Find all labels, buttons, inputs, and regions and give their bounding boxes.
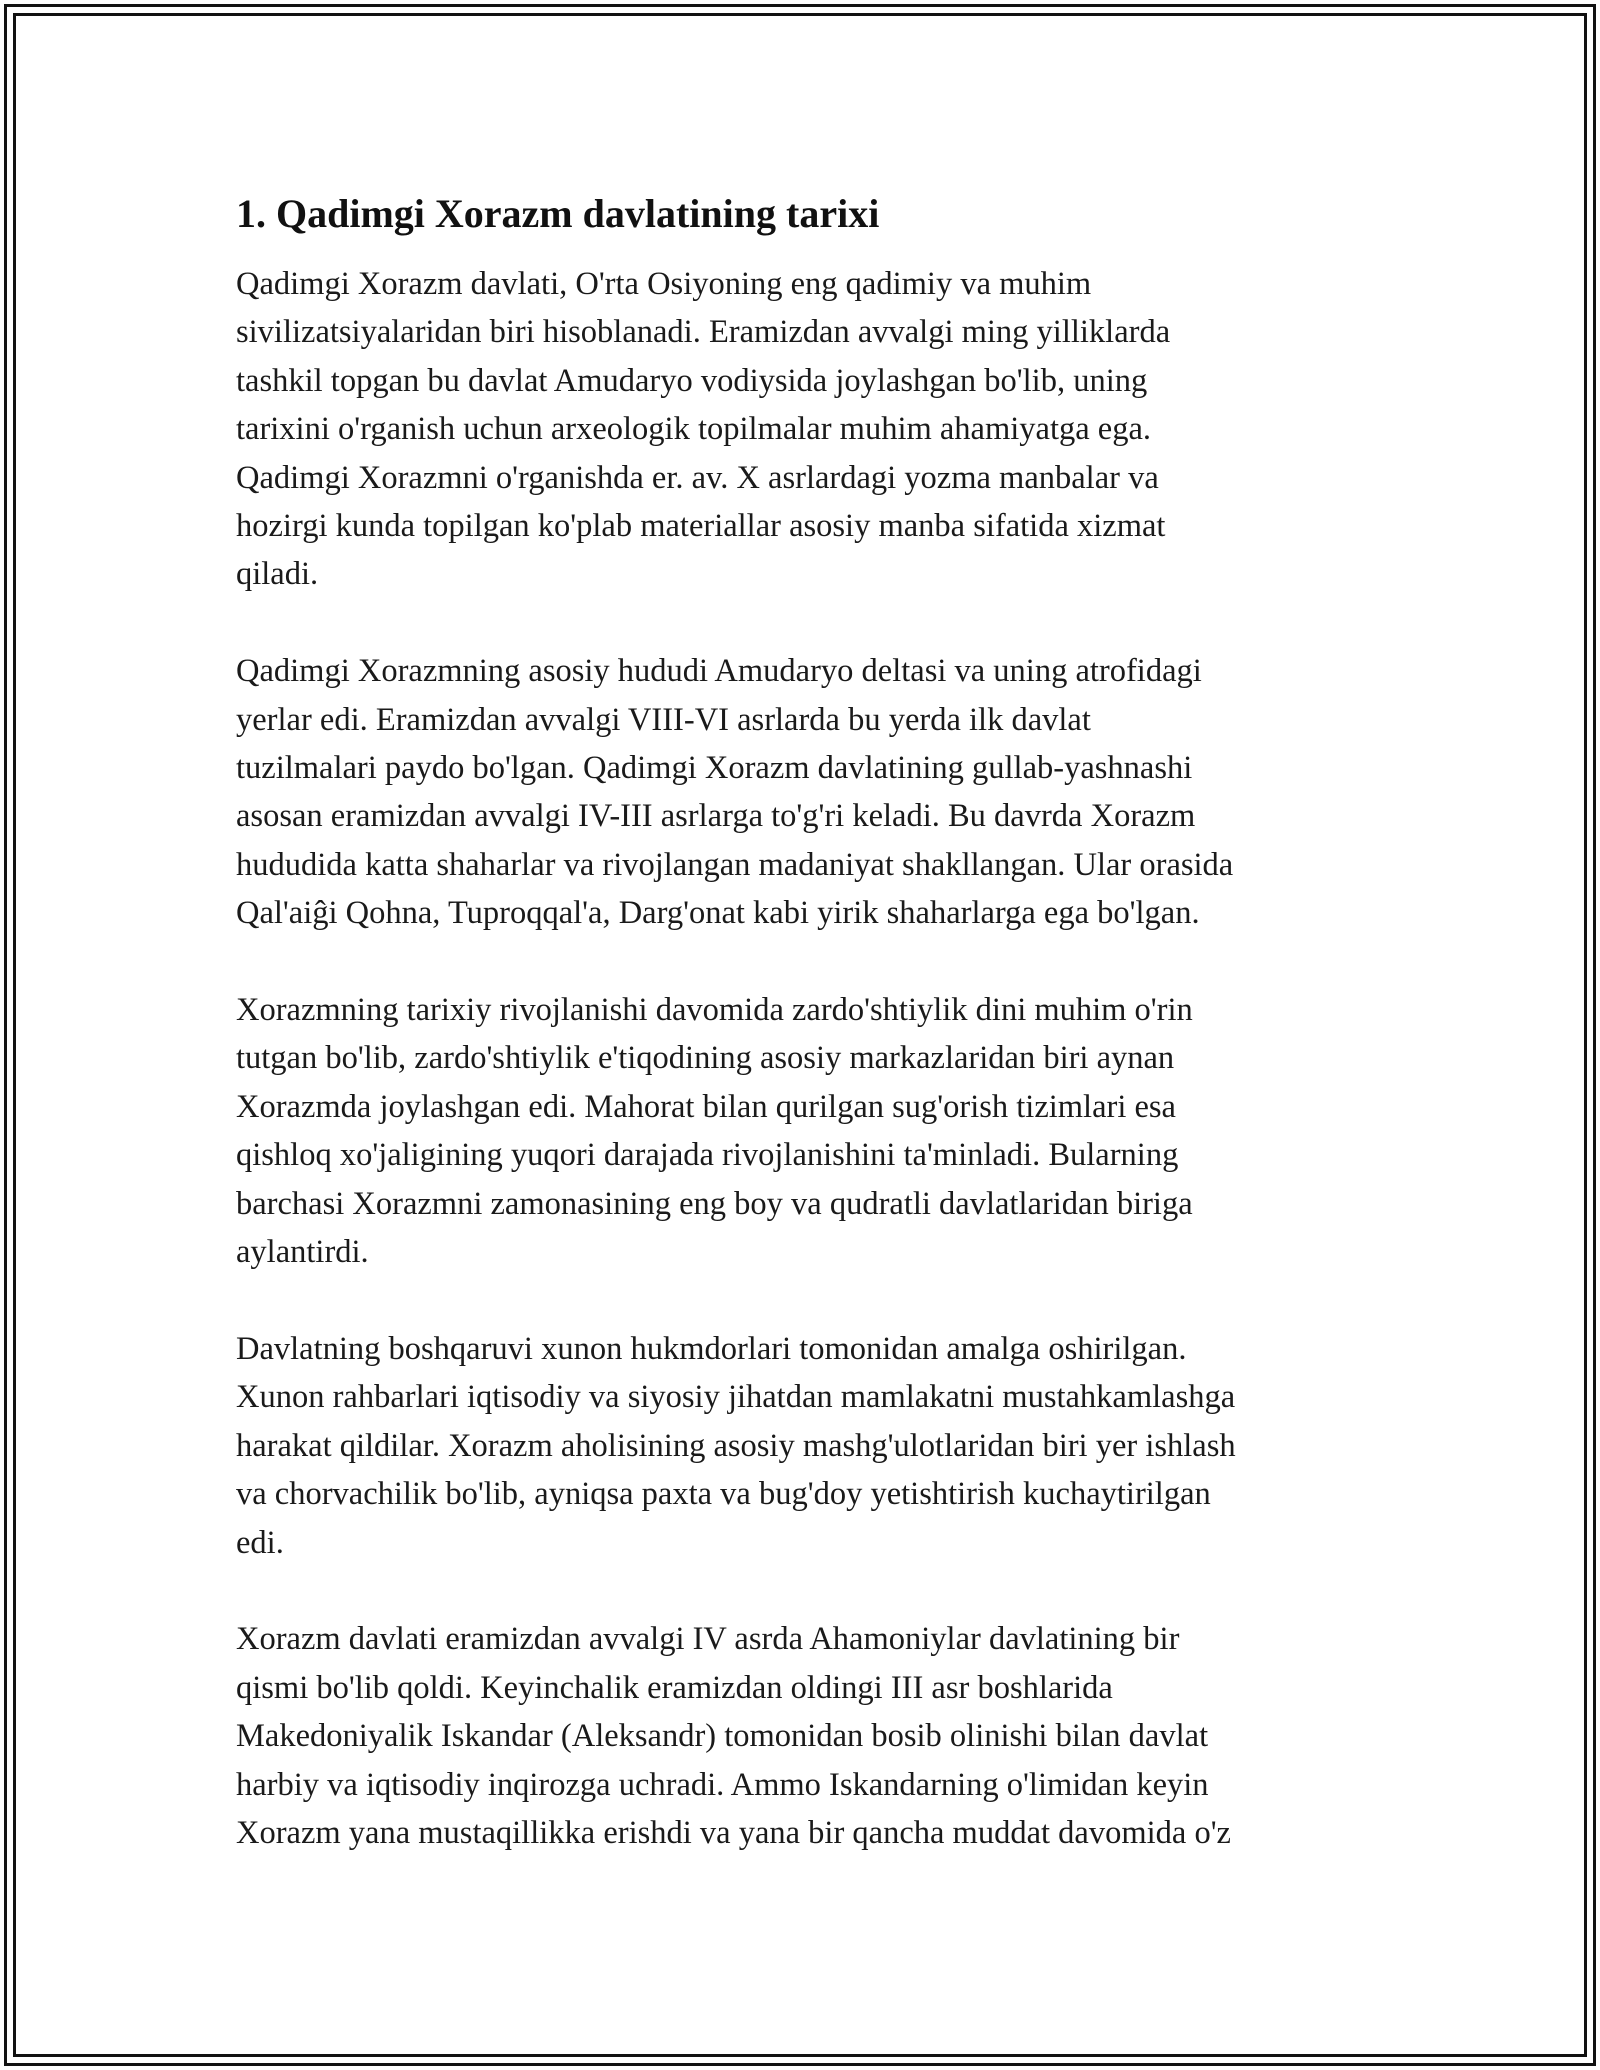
text-line: hududida katta shaharlar va rivojlangan madaniyat shakllangan. Ular orasida — [236, 846, 1234, 883]
text-line: Xorazmda joylashgan edi. Mahorat bilan qurilgan sug'orish tizimlari esa — [236, 1088, 1176, 1125]
text-line: Qadimgi Xorazmning asosiy hududi Amudaryo deltasi va uning atrofidagi — [236, 653, 1202, 690]
text-line: Qal'aiĝi Qohna, Tuproqqal'a, Darg'onat kabi yirik shaharlarga ega bo'lgan. — [236, 895, 1200, 932]
paragraph-3 — [236, 986, 1376, 1276]
section-heading: 1. Qadimgi Xorazm davlatining tarixi — [236, 191, 880, 236]
text-line: aylantirdi. — [236, 1234, 369, 1271]
text-line: qismi bo'lib qoldi. Keyinchalik eramizdan oldingi III asr boshlarida — [236, 1669, 1113, 1706]
text-line: harakat qildilar. Xorazm aholisining asosiy mashg'ulotlaridan biri yer ishlash — [236, 1427, 1236, 1464]
text-line: Davlatning boshqaruvi xunon hukmdorlari tomonidan amalga oshirilgan. — [236, 1330, 1187, 1367]
text-line: tuzilmalari paydo bo'lgan. Qadimgi Xorazm davlatining gullab-yashnashi — [236, 750, 1193, 787]
text-line: harbiy va iqtisodiy inqirozga uchradi. Ammo Iskandarning o'limidan keyin — [236, 1766, 1209, 1803]
text-line: asosan eramizdan avvalgi IV-III asrlarga to'g'ri keladi. Bu davrda Xorazm — [236, 798, 1196, 835]
text-line: barchasi Xorazmni zamonasining eng boy va qudratli davlatlaridan biriga — [236, 1185, 1193, 1222]
text-line: qishloq xo'jaligining yuqori darajada rivojlanishini ta'minladi. Bularning — [236, 1137, 1179, 1174]
text-line: qiladi. — [236, 556, 319, 593]
document-body — [236, 188, 1376, 1906]
paragraph-4 — [236, 1325, 1376, 1567]
paragraph-5 — [236, 1615, 1376, 1857]
text-line: tashkil topgan bu davlat Amudaryo vodiysida joylashgan bo'lib, uning — [236, 362, 1148, 399]
text-line: tutgan bo'lib, zardo'shtiylik e'tiqodining asosiy markazlaridan biri aynan — [236, 1040, 1175, 1077]
text-line: yerlar edi. Eramizdan avvalgi VIII-VI asrlarda bu yerda ilk davlat — [236, 701, 1091, 738]
text-line: Xunon rahbarlari iqtisodiy va siyosiy jihatdan mamlakatni mustahkamlashga — [236, 1379, 1236, 1416]
text-line: Makedoniyalik Iskandar (Aleksandr) tomonidan bosib olinishi bilan davlat — [236, 1718, 1209, 1755]
text-line: Qadimgi Xorazm davlati, O'rta Osiyoning eng qadimiy va muhim — [236, 266, 1092, 302]
text-line: Qadimgi Xorazmni o'rganishda er. av. X asrlardagi yozma manbalar va — [236, 459, 1159, 496]
text-line: Xorazmning tarixiy rivojlanishi davomida zardo'shtiylik dini muhim o'rin — [236, 992, 1193, 1029]
text-line: hozirgi kunda topilgan ko'plab materiallar asosiy manba sifatida xizmat — [236, 508, 1166, 545]
paragraph-2 — [236, 647, 1376, 937]
text-line: Xorazm davlati eramizdan avvalgi IV asrda Ahamoniylar davlatining bir — [236, 1621, 1180, 1658]
text-line: tarixini o'rganish uchun arxeologik topilmalar muhim ahamiyatga ega. — [236, 411, 1152, 448]
text-line: Xorazm yana mustaqillikka erishdi va yana bir qancha muddat davomida o'z — [236, 1814, 1231, 1851]
text-line: sivilizatsiyalaridan biri hisoblanadi. Eramizdan avvalgi ming yilliklarda — [236, 314, 1171, 351]
paragraph-1 — [236, 260, 1376, 599]
text-line: edi. — [236, 1524, 284, 1561]
text-line: va chorvachilik bo'lib, ayniqsa paxta va bug'doy yetishtirish kuchaytirilgan — [236, 1476, 1211, 1513]
